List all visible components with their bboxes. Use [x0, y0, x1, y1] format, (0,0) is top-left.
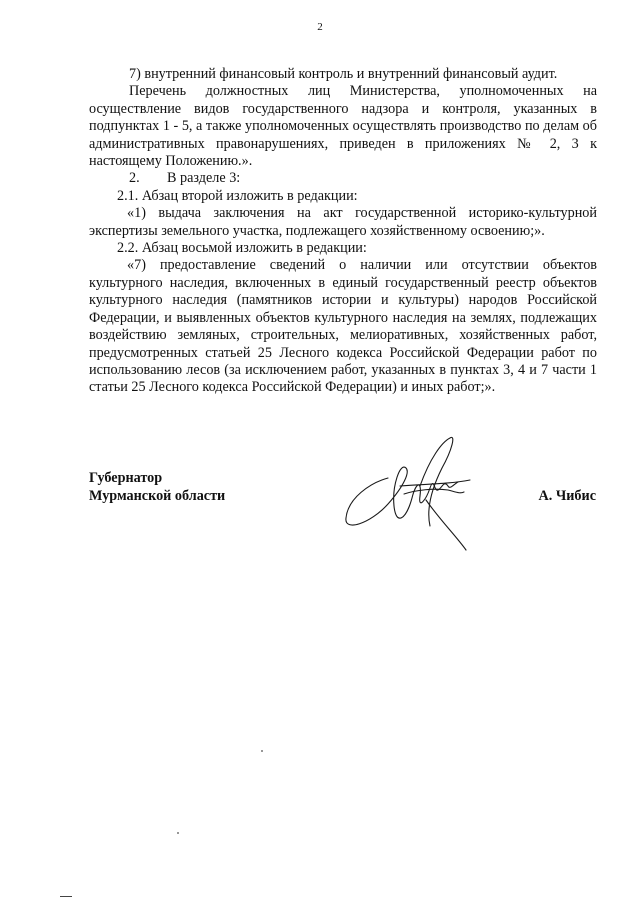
scan-speck: [261, 750, 263, 752]
scan-speck: [177, 832, 179, 834]
paragraph-audit: 7) внутренний финансовый контроль и внутренний финансовый аудит.: [129, 66, 558, 82]
signatory-title: Губернатор: [89, 470, 163, 486]
section-3-title: В разделе 3:: [167, 170, 241, 187]
page-number: 2: [317, 21, 323, 33]
signatory-region: Мурманской области: [89, 487, 226, 504]
signatory-position: [89, 470, 225, 505]
paragraph-2-1: 2.1. Абзац второй изложить в редакции:: [117, 187, 358, 204]
signatory-name: А. Чибис: [538, 488, 596, 504]
paragraph-2-2: 2.2. Абзац восьмой изложить в редакции:: [117, 240, 367, 257]
paragraph-quote-7: «7) предоставление сведений о наличии или отсутствии объектов культурного наследия, включенных в единый государственный реестр объектов культурного наследия (памятников истории и культуры) народов Российской Федерации, и выявленных объектов культурного наследия на землях, подлежащих воздействию земляных, строительных, мелиоративных, хозяйственных работ, предусмотренных статьей 25 Лесного кодекса Российской Федерации работ по использованию лесов (за исключением работ, указанных в пунктах 3, 4 и 7 части 1 статьи 25 Лесного кодекса Российской Федерации) и иных работ;».: [89, 257, 597, 396]
handwritten-signature: [330, 428, 500, 556]
paragraph-officials-list: Перечень должностных лиц Министерства, уполномоченных на осуществление видов государственного надзора и контроля, указанных в подпунктах 1 - 5, а также уполномоченных осуществлять производство по делам об административных правонарушениях, приведен в приложениях № 2, 3 к настоящему Положению.».: [89, 83, 597, 170]
section-3-heading: [89, 170, 597, 187]
document-body: [89, 66, 597, 397]
margin-mark: [60, 896, 72, 897]
paragraph-quote-1: «1) выдача заключения на акт государственной историко-культурной экспертизы земельного участка, подлежащего хозяйственному освоению;».: [89, 205, 597, 239]
list-item-number: 2.: [129, 170, 140, 187]
